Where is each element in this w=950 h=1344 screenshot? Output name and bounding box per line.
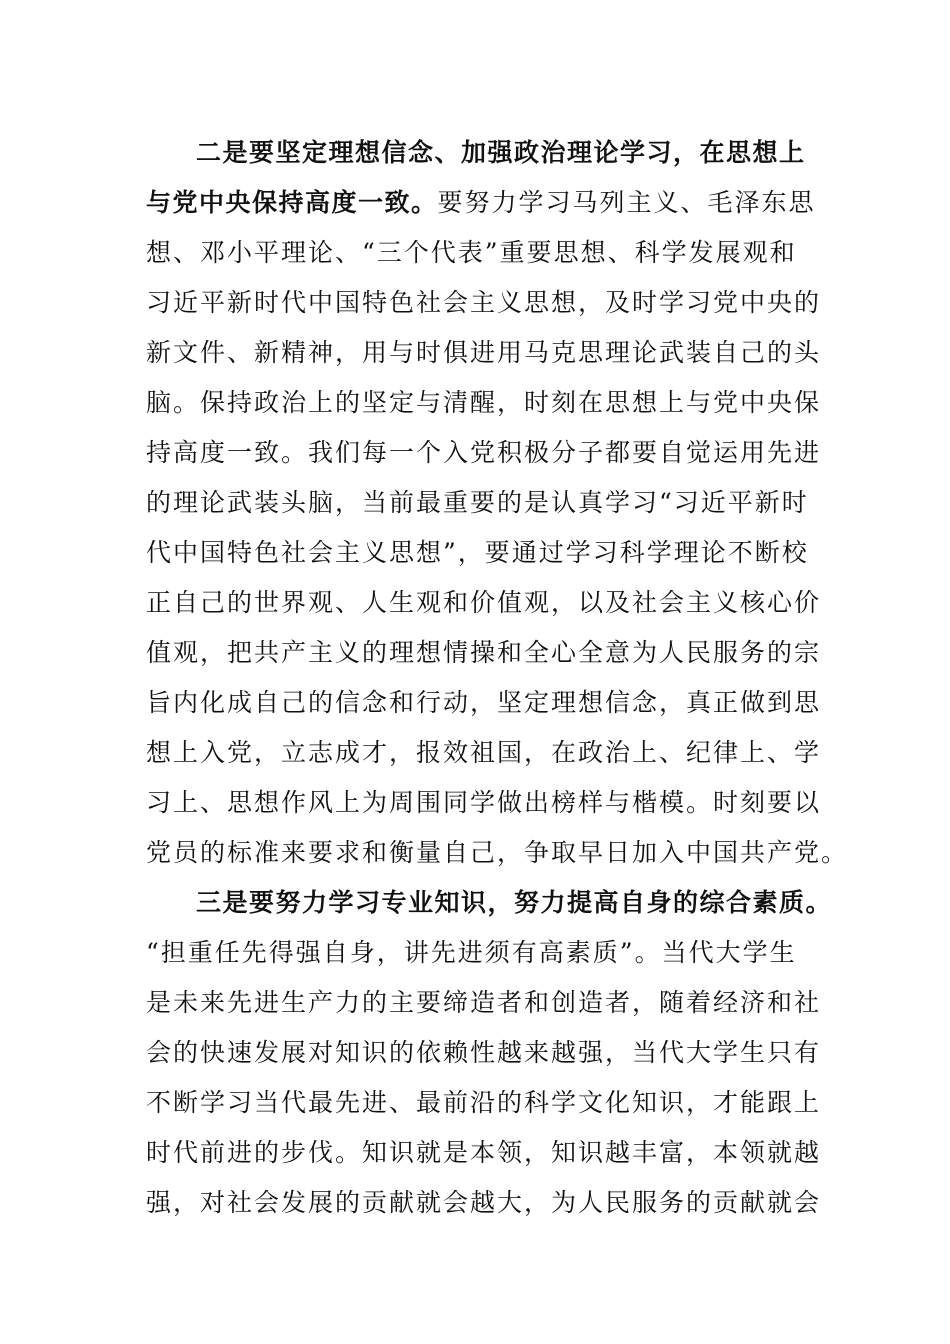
paragraph-2-line-5: 新文件、新精神，用与时俱进用马克思理论武装自己的头: [146, 338, 822, 367]
paragraph-3-line-2: “担重任先得强自身，讲先进须有高素质”。当代大学生: [146, 938, 797, 967]
paragraph-2-line-6: 脑。保持政治上的坚定与清醒，时刻在思想上与党中央保: [146, 388, 822, 417]
paragraph-2-line-11: 值观，把共产主义的理想情操和全心全意为人民服务的宗: [146, 638, 822, 667]
paragraph-3-line-7: 强，对社会发展的贡献就会越大，为人民服务的贡献就会: [146, 1188, 822, 1217]
paragraph-2-line-3: 想、邓小平理论、“三个代表”重要思想、科学发展观和: [146, 238, 797, 267]
paragraph-2-line-12: 旨内化成自己的信念和行动，坚定理想信念，真正做到思: [146, 688, 822, 717]
paragraph-2-line-15: 党员的标准来要求和衡量自己，争取早日加入中国共产党。: [146, 838, 849, 867]
paragraph-3-line-5: 不断学习当代最先进、最前沿的科学文化知识，才能跟上: [146, 1088, 822, 1117]
body-text: [146, 128, 849, 1228]
paragraph-2-line-10: 正自己的世界观、人生观和价值观，以及社会主义核心价: [146, 588, 822, 617]
paragraph-3-line-4: 会的快速发展对知识的依赖性越来越强，当代大学生只有: [146, 1038, 822, 1067]
paragraph-3-heading-line-1: 三是要努力学习专业知识，努力提高自身的综合素质。: [196, 888, 833, 917]
paragraph-3-line-6: 时代前进的步伐。知识就是本领，知识越丰富，本领就越: [146, 1138, 822, 1167]
paragraph-2-heading-line-1: 二是要坚定理想信念、加强政治理论学习，在思想上: [196, 138, 806, 167]
paragraph-2-heading-line-2: 与党中央保持高度一致。: [146, 188, 438, 217]
paragraph-2-line-4: 习近平新时代中国特色社会主义思想，及时学习党中央的: [146, 288, 822, 317]
paragraph-3-line-3: 是未来先进生产力的主要缔造者和创造者，随着经济和社: [146, 988, 822, 1017]
paragraph-2-line-13: 想上入党，立志成才，报效祖国，在政治上、纪律上、学: [146, 738, 822, 767]
paragraph-2-text: 要努力学习马列主义、毛泽东思: [437, 188, 816, 217]
paragraph-2-line-8: 的理论武装头脑，当前最重要的是认真学习“习近平新时: [146, 488, 809, 517]
paragraph-2-line-2: [146, 178, 816, 228]
paragraph-2-line-14: 习上、思想作风上为周围同学做出榜样与楷模。时刻要以: [146, 788, 822, 817]
paragraph-2-line-9: 代中国特色社会主义思想”，要通过学习科学理论不断校: [146, 538, 809, 567]
paragraph-2-line-7: 持高度一致。我们每一个入党积极分子都要自觉运用先进: [146, 438, 822, 467]
